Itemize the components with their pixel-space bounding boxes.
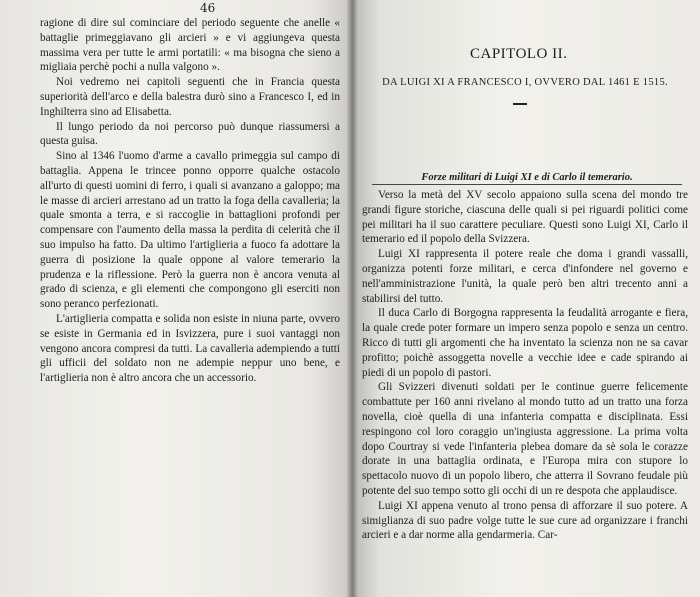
paragraph: Gli Svizzeri divenuti soldati per le continue guerre felicemente combattute per 160 anni rivelano al mondo tutto ad un tratto una forza novella, cioè quella di una infanteria compatta e disciplinata. Essi respingono col loro coraggio un'ingiusta aggressione. La prima volta dopo Courtray si vede l'infanteria plebea domare da sè sola le corazze dorate in una battaglia ordinata, e l'Europa mira con stupore lo spettacolo nuovo di un popolo libero, che atterra il Sovrano feudale più potente del suo tempo sotto gli occhi di un re despota che applaudisce. xyxy=(362,381,688,497)
right-page xyxy=(352,0,700,597)
paragraph: Luigi XI rappresenta il potere reale che doma i grandi vassalli, organizza potenti forze militari, e cerca d'infondere nel governo e nell'amministrazione l'unità, la quale però ben altri trecento anni a stabilirsi del tutto. xyxy=(362,248,688,305)
chapter-title: CAPITOLO II. xyxy=(470,46,568,62)
left-text-column xyxy=(40,16,340,386)
paragraph: Il lungo periodo da noi percorso può dunque riassumersi a questa guisa. xyxy=(40,120,340,148)
paragraph: Il duca Carlo di Borgogna rappresenta la feudalità arrogante e fiera, la quale crede poter formare un impero senza popolo e senza un centro. Ricco di tutti gli argomenti che ha inventato la scienza non ne sa cavar profitto; poichè assoggetta novelle a vecchie idee e cade spirando ai piedi di un popolo di pastori. xyxy=(362,307,688,379)
paragraph: L'artiglieria compatta e solida non esiste in niuna parte, ovvero se esiste in Germania ed in Isvizzera, pure i suoi vantaggi non vengono ancora compresi da tutti. La cavalleria adempiendo a tutti gli ufficii del soldato non ne adempie neppur uno bene, e l'artiglieria non è altro ancora che un accessorio. xyxy=(40,312,340,385)
section-heading-text: Forze militari di Luigi XI e di Carlo il temerario. xyxy=(421,172,633,183)
paragraph: Noi vedremo nei capitoli seguenti che in Francia questa superiorità dell'arco e della balestra durò sino a Francesco I, ed in Inghilterra sino ad Elisabetta. xyxy=(40,76,340,118)
chapter-divider xyxy=(513,103,527,105)
paragraph: Luigi XI appena venuto al trono pensa di afforzare il suo potere. A simiglianza di suo padre volge tutte le sue cure ad organizzare i franchi arcieri e a dar norme alla gendarmeria. Car- xyxy=(362,499,688,542)
section-heading xyxy=(362,172,692,185)
right-text-column xyxy=(362,188,688,543)
section-underline xyxy=(372,184,682,185)
page-number: 46 xyxy=(200,1,216,15)
paragraph: Sino al 1346 l'uomo d'arme a cavallo primeggia sul campo di battaglia. Appena le trincee ponno opporre qualche ostacolo all'urto di questi uomini di ferro, i quali si avanzano a galoppo; ma le masse di arcieri arrestano ad un tratto la foga della cavalleria; la quale smonta a terra, e si raccoglie in battaglioni profondi per compensare con l'aumento della massa la perdita di celerità che il suo impulso ha fatto. Da ultimo l'artiglieria a fuoco fa adottare la guerra di posizione la quale oppone al valore temerario la prudenza e la riflessione. Però la guerra non è ancora venuta al grado di scienza, e gli elementi che compongono gli eserciti non sono peranco perfezionati. xyxy=(40,150,340,311)
chapter-subtitle: DA LUIGI XI A FRANCESCO I, OVVERO DAL 1461 E 1515. xyxy=(382,77,668,88)
book-gutter-shadow xyxy=(346,0,358,597)
paragraph: Verso la metà del XV secolo appaiono sulla scena del mondo tre grandi figure storiche, ciascuna delle quali si pei riguardi politici come pei militari ha il suo carattere peculiare. Questi sono Luigi XI, Carlo il temerario ed il popolo della Svizzera. xyxy=(362,189,688,246)
paragraph: ragione di dire sul cominciare del periodo seguente che anelle « battaglie primeggiavano gli arcieri » e vi aggiungeva questa massima vera per tutte le armi portatili: « ma bisogna che sieno a migliaia perchè pochi a nulla valgono ». xyxy=(40,17,340,74)
